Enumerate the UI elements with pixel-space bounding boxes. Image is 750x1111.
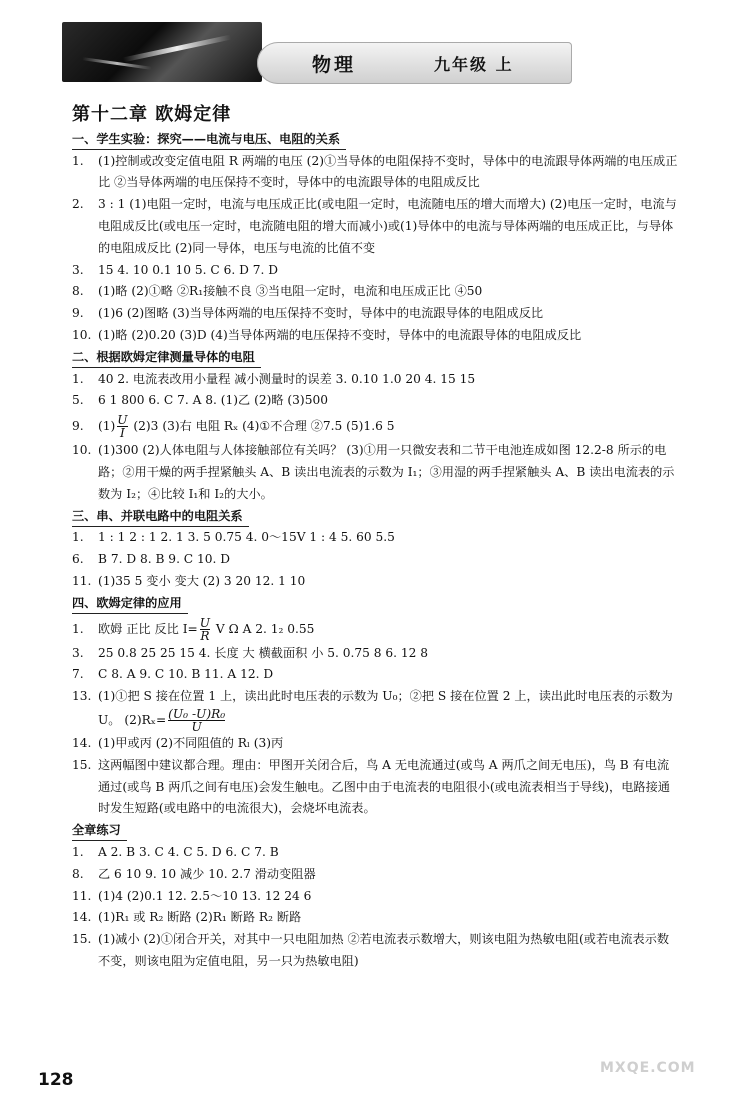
list-item bbox=[72, 733, 678, 755]
item-text: B 7. D 8. B 9. C 10. D bbox=[98, 552, 231, 567]
item-text-post: (2)3 (3)右 电阻 Rₓ (4)①不合理 ②7.5 (5)1.6 5 bbox=[129, 419, 395, 434]
item-text-line2: U。 (2)Rₓ= bbox=[98, 712, 167, 727]
item-text: (1)R₁ 或 R₂ 断路 (2)R₁ 断路 R₂ 断路 bbox=[98, 910, 302, 925]
item-number: 15. bbox=[72, 757, 92, 772]
fraction bbox=[168, 708, 225, 733]
item-number: 5. bbox=[72, 393, 84, 408]
item-text: (1)300 (2)人体电阻与人体接触部位有关吗？ (3)①用一只微安表和二节干电池连成如图 12.2-8 所示的电路；②用干燥的两手捏紧触头 A、B 读出电流表的示数为 I₁；③用湿的两手捏紧触头 A、B 读出电流表的示数为 I₂；④比较 I₁和 I₂的大小。 bbox=[98, 443, 675, 501]
list-item bbox=[72, 929, 678, 973]
answer-content bbox=[72, 104, 678, 973]
item-text-pre: (1) bbox=[98, 419, 116, 434]
list-item bbox=[72, 549, 678, 571]
item-number: 10. bbox=[72, 443, 92, 458]
item-number: 6. bbox=[72, 552, 84, 567]
list-item bbox=[72, 325, 678, 347]
fraction-numerator: (U₀ -U)R₀ bbox=[168, 706, 226, 721]
list-item bbox=[72, 571, 678, 593]
fraction-numerator: U bbox=[199, 615, 211, 630]
list-item bbox=[72, 907, 678, 929]
item-text: (1)4 (2)0.1 12. 2.5～10 13. 12 24 6 bbox=[98, 888, 312, 903]
chapter-title: 第十二章 欧姆定律 bbox=[72, 104, 232, 125]
header-tab bbox=[257, 42, 572, 84]
item-text-line1: (1)①把 S 接在位置 1 上，读出此时电压表的示数为 U₀；②把 S 接在位置 2 上，读出此时电压表的示数为 bbox=[98, 689, 673, 704]
list-item bbox=[72, 527, 678, 549]
item-text-pre: 欧姆 正比 反比 I= bbox=[98, 621, 198, 636]
item-text: (1)减小 (2)①闭合开关，对其中一只电阻加热 ②若电流表示数增大，则该电阻为热敏电阻(或若电流表示数不变，则该电阻为定值电阻，另一只为热敏电阻) bbox=[98, 932, 670, 968]
item-number: 9. bbox=[72, 306, 84, 321]
item-number: 14. bbox=[72, 735, 92, 750]
header-photo bbox=[62, 22, 262, 82]
item-text: 3 : 1 (1)电阻一定时，电流与电压成正比(或电阻一定时，电流随电压的增大而增大) (2)电压一定时，电流与电阻成反比(或电压一定时，电流随电阻的增大而减小)或(1)导体中的电流与导体两端的电压成正比，与导体的电阻成反比 (2)同一导体，电压与电流的比值不变 bbox=[98, 197, 677, 255]
list-item bbox=[72, 194, 678, 259]
list-item bbox=[72, 281, 678, 303]
fraction-denominator: R bbox=[200, 628, 210, 643]
item-number: 15. bbox=[72, 932, 92, 947]
list-item bbox=[72, 686, 678, 734]
item-number: 1. bbox=[72, 530, 84, 545]
list-item bbox=[72, 864, 678, 886]
list-item bbox=[72, 151, 678, 195]
item-text: 乙 6 10 9. 10 减少 10. 2.7 滑动变阻器 bbox=[98, 866, 316, 881]
page-number: 128 bbox=[38, 1070, 74, 1090]
item-number: 11. bbox=[72, 573, 92, 588]
item-number: 9. bbox=[72, 419, 84, 434]
header-grade: 九年级 上 bbox=[434, 55, 514, 74]
section-title: 三、串、并联电路中的电阻关系 bbox=[72, 507, 249, 527]
list-item bbox=[72, 412, 678, 441]
section-title: 一、学生实验：探究——电流与电压、电阻的关系 bbox=[72, 130, 346, 150]
list-item bbox=[72, 260, 678, 282]
item-number: 11. bbox=[72, 888, 92, 903]
item-text: 15 4. 10 0.1 10 5. C 6. D 7. D bbox=[98, 262, 279, 277]
list-item bbox=[72, 440, 678, 505]
item-text: 6 1 800 6. C 7. A 8. (1)乙 (2)略 (3)500 bbox=[98, 393, 328, 408]
item-number: 1. bbox=[72, 153, 84, 168]
list-item bbox=[72, 390, 678, 412]
section-title: 二、根据欧姆定律测量导体的电阻 bbox=[72, 348, 261, 368]
watermark: MXQE.COM bbox=[600, 1060, 696, 1076]
list-item bbox=[72, 615, 678, 643]
item-text: 1 : 1 2 : 1 2. 1 3. 5 0.75 4. 0～15V 1 : 4 5. 60 5.5 bbox=[98, 530, 395, 545]
item-text: (1)6 (2)图略 (3)当导体两端的电压保持不变时，导体中的电流跟导体的电阻成反比 bbox=[98, 306, 544, 321]
item-number: 2. bbox=[72, 197, 84, 212]
item-number: 8. bbox=[72, 866, 84, 881]
item-text: (1)控制或改变定值电阻 R 两端的电压 (2)①当导体的电阻保持不变时，导体中的电流跟导体两端的电压成正比 ②当导体两端的电压保持不变时，导体中的电流跟导体的电阻成反比 bbox=[98, 153, 678, 190]
item-text: (1)35 5 变小 变大 (2) 3 20 12. 1 10 bbox=[98, 573, 306, 588]
item-text: 25 0.8 25 25 15 4. 长度 大 横截面积 小 5. 0.75 8 6. 12 8 bbox=[98, 645, 429, 660]
item-number: 13. bbox=[72, 689, 92, 704]
item-text: (1)略 (2)①略 ②R₁接触不良 ③当电阻一定时，电流和电压成正比 ④50 bbox=[98, 284, 483, 299]
list-item bbox=[72, 664, 678, 686]
item-text bbox=[98, 412, 678, 440]
item-number: 3. bbox=[72, 262, 84, 277]
item-text-post: V Ω A 2. 1₂ 0.55 bbox=[212, 621, 315, 636]
section-title: 四、欧姆定律的应用 bbox=[72, 594, 188, 614]
item-text: (1)甲或丙 (2)不同阻值的 Rₗ (3)丙 bbox=[98, 735, 284, 750]
item-number: 3. bbox=[72, 645, 84, 660]
list-item bbox=[72, 303, 678, 325]
list-item bbox=[72, 755, 678, 820]
fraction-denominator: U bbox=[168, 720, 225, 733]
item-number: 7. bbox=[72, 667, 84, 682]
list-item bbox=[72, 369, 678, 391]
item-number: 1. bbox=[72, 844, 84, 859]
item-number: 14. bbox=[72, 910, 92, 925]
fraction-numerator: U bbox=[117, 413, 128, 428]
list-item bbox=[72, 643, 678, 665]
section-title: 全章练习 bbox=[72, 821, 127, 841]
list-item bbox=[72, 842, 678, 864]
photo-streak bbox=[123, 35, 232, 63]
item-number: 1. bbox=[72, 371, 84, 386]
item-number: 1. bbox=[72, 621, 84, 636]
item-number: 8. bbox=[72, 284, 84, 299]
item-text: 40 2. 电流表改用小量程 减小测量时的误差 3. 0.10 1.0 20 4. 15 15 bbox=[98, 371, 476, 386]
header-banner bbox=[62, 22, 572, 84]
item-text bbox=[98, 615, 678, 643]
fraction-denominator: I bbox=[117, 426, 127, 439]
item-text: 这两幅图中建议都合理。理由：甲图开关闭合后，鸟 A 无电流通过(或鸟 A 两爪之间无电压)，鸟 B 有电流通过(或鸟 B 两爪之间有电压)会发生触电。乙图中由于电流表的电阻很小(或电流表相当于导线)，电路接通时发生短路(或电路中的电流很大)，会烧坏电流表。 bbox=[98, 757, 670, 816]
fraction bbox=[200, 617, 210, 642]
item-text bbox=[98, 686, 678, 733]
item-text: (1)略 (2)0.20 (3)D (4)当导体两端的电压保持不变时，导体中的电流跟导体的电阻成反比 bbox=[98, 327, 582, 342]
fraction bbox=[117, 414, 127, 439]
item-text: C 8. A 9. C 10. B 11. A 12. D bbox=[98, 667, 274, 682]
list-item bbox=[72, 886, 678, 908]
photo-streak bbox=[82, 57, 152, 70]
item-text: A 2. B 3. C 4. C 5. D 6. C 7. B bbox=[98, 844, 279, 859]
header-subject: 物理 bbox=[312, 54, 357, 76]
item-number: 10. bbox=[72, 327, 92, 342]
